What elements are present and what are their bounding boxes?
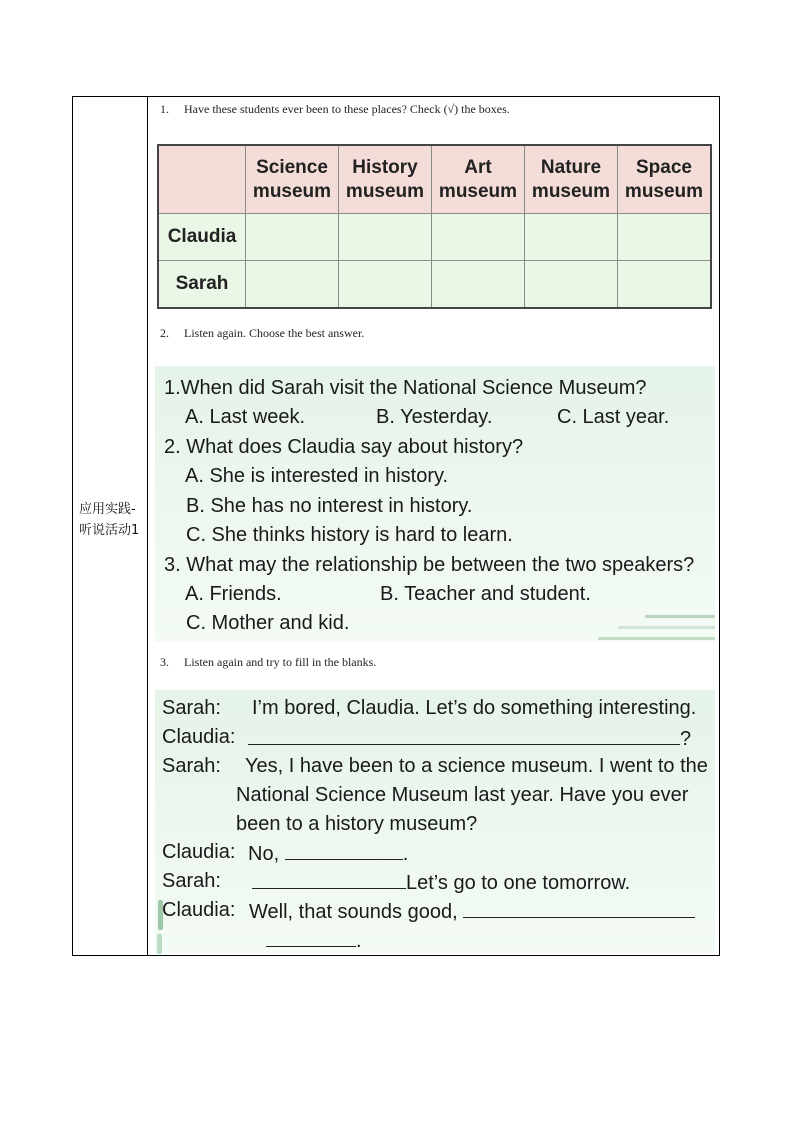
speaker-claudia: Claudia: [162, 726, 236, 748]
left-label-cell [73, 97, 148, 955]
q3-option-a[interactable]: A. Friends. [185, 583, 282, 605]
question-2-stem: 2. What does Claudia say about history? [164, 436, 524, 458]
question-1-stem: 1.When did Sarah visit the National Science Museum? [164, 377, 647, 399]
check-cell[interactable] [618, 261, 712, 309]
check-cell[interactable] [432, 261, 525, 309]
speaker-claudia: Claudia: [162, 841, 236, 863]
blank-line-3[interactable]: Let’s go to one tomorrow. [252, 870, 630, 895]
header-space-museum: Space museum [618, 145, 712, 214]
question-3-stem: 3. What may the relationship be between the two speakers? [164, 554, 695, 576]
decorative-line [157, 934, 162, 954]
speaker-sarah: Sarah: [162, 755, 221, 777]
check-cell[interactable] [432, 214, 525, 261]
check-cell[interactable] [339, 214, 432, 261]
check-cell[interactable] [246, 261, 339, 309]
check-cell[interactable] [246, 214, 339, 261]
header-art-museum: Art museum [432, 145, 525, 214]
header-nature-museum: Nature museum [525, 145, 618, 214]
dialogue-line: National Science Museum last year. Have you ever [236, 784, 689, 806]
instruction-1: 1. Have these students ever been to these places? Check (√) the boxes. [160, 102, 510, 116]
blank-line-4[interactable] [463, 899, 695, 918]
q2-option-a[interactable]: A. She is interested in history. [185, 465, 449, 487]
q1-option-c[interactable]: C. Last year. [557, 406, 670, 428]
blank-line-2[interactable]: No, . [248, 843, 409, 865]
speaker-sarah: Sarah: [162, 697, 221, 719]
blank-line-4-continued[interactable]: . [266, 928, 362, 953]
check-cell[interactable] [525, 261, 618, 309]
header-history-museum: History museum [339, 145, 432, 214]
q1-option-b[interactable]: B. Yesterday. [376, 406, 493, 428]
dialogue-line: I’m bored, Claudia. Let’s do something interesting. [252, 697, 697, 719]
table-row [158, 261, 711, 309]
dialogue-line: Yes, I have been to a science museum. I went to the [245, 755, 708, 777]
blank-line-1[interactable]: ? [248, 726, 691, 751]
q2-option-b[interactable]: B. She has no interest in history. [186, 495, 473, 517]
check-cell[interactable] [339, 261, 432, 309]
check-cell[interactable] [525, 214, 618, 261]
dialogue-line: Well, that sounds good, [249, 899, 695, 924]
header-science-museum: Science museum [246, 145, 339, 214]
instruction-2: 2. Listen again. Choose the best answer. [160, 326, 365, 340]
q1-option-a[interactable]: A. Last week. [185, 406, 306, 428]
activity-label: 应用实践-听说活动1 [79, 502, 140, 538]
corner-cell [158, 145, 246, 214]
check-cell[interactable] [618, 214, 712, 261]
decorative-line [645, 615, 715, 618]
q3-option-b[interactable]: B. Teacher and student. [380, 583, 591, 605]
instruction-3: 3. Listen again and try to fill in the blanks. [160, 655, 377, 669]
museum-checklist-table [157, 144, 712, 309]
q3-option-c[interactable]: C. Mother and kid. [186, 612, 350, 634]
dialogue-line: been to a history museum? [236, 813, 478, 835]
q2-option-c[interactable]: C. She thinks history is hard to learn. [186, 524, 513, 546]
decorative-line [618, 626, 715, 629]
table-row [158, 214, 711, 261]
speaker-claudia: Claudia: [162, 899, 236, 921]
decorative-line [598, 637, 715, 640]
speaker-sarah: Sarah: [162, 870, 221, 892]
row-label-sarah: Sarah [158, 261, 246, 309]
row-label-claudia: Claudia [158, 214, 246, 261]
